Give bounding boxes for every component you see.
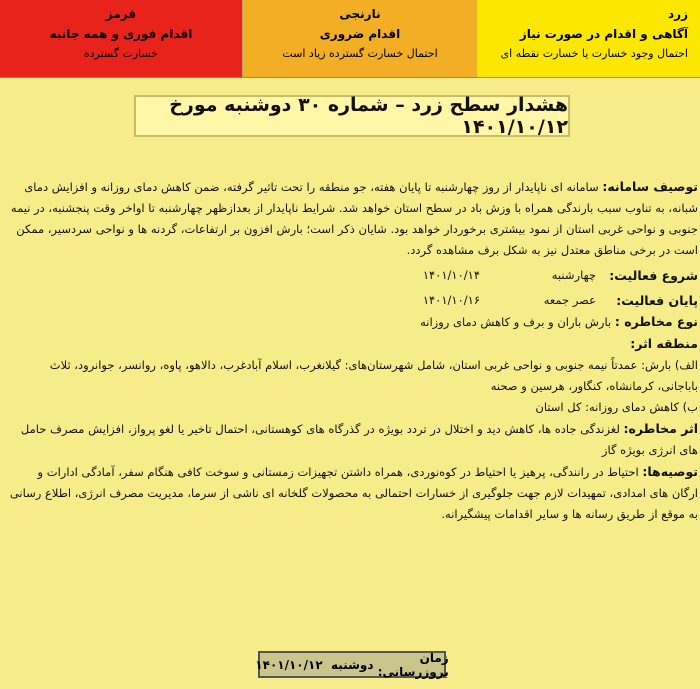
recommendations-paragraph: [8, 461, 698, 525]
end-label: پایان فعالیت:: [616, 293, 698, 308]
affected-area-b: ب) کاهش دمای روزانه: کل استان: [535, 400, 698, 414]
affected-area-label-row: [8, 333, 698, 355]
affected-area-label: منطقه اثر:: [630, 336, 698, 351]
level-yellow-name: زرد: [668, 7, 688, 21]
update-time-box: [255, 650, 449, 679]
recommendations-text: احتیاط در رانندگی، پرهیز یا احتیاط در کوه‌نوردی، همراه داشتن تجهیزات زمستانی و سوخت کافی هنگام سفر، آمادگی ادارات و ارگان های امدادی، تمهیدات لازم جهت جلوگیری از خسارات احتمالی به محصولات گلخانه ای ناشی از سرما، مدیریت مصرف انرژی، اطلاع رسانی به موقع از طریق رسانه ها و سایر اقدامات پیشگیرانه.: [9, 465, 698, 521]
level-red-action: اقدام فوری و همه جانبه: [49, 27, 193, 41]
level-red-name: قرمز: [105, 7, 137, 21]
end-row: [8, 290, 698, 311]
warning-body: [0, 176, 700, 525]
warning-title: هشدار سطح زرد – شماره ۳۰ دوشنبه مورخ ۱۴۰۱/۱۰/۱۲: [134, 95, 570, 137]
update-day: دوشنبه: [331, 657, 374, 672]
affected-area-a: الف) بارش: عمدتاً نیمه جنوبی و نواحی غربی استان، شامل شهرستان‌های: گیلانغرب، اسلام آبادغرب، دالاهو، پاوه، روانسر، جوانرود، ثلاث باباجانی، کرمانشاه، کنگاور، هرسین و صحنه: [49, 358, 698, 393]
level-yellow-action: آگاهی و اقدام در صورت نیاز: [519, 27, 688, 41]
end-date: ۱۴۰۱/۱۰/۱۶: [422, 293, 480, 307]
impact-text: لغزندگی جاده ها، کاهش دید و اختلال در تردد بویژه در گذرگاه های کوهستانی، احتمال تاخیر یا لغو پرواز، افزایش مصرف حامل های انرژی بویژه گاز: [20, 422, 698, 457]
impact-paragraph: [8, 418, 698, 461]
level-red-desc: خسارت گسترده: [83, 47, 159, 60]
hazard-type-text: بارش باران و برف و کاهش دمای روزانه: [420, 315, 612, 329]
start-row: [8, 265, 698, 286]
update-date: ۱۴۰۱/۱۰/۱۲: [255, 657, 323, 672]
impact-label: اثر مخاطره:: [623, 421, 698, 436]
update-label: زمان بروزرسانی:: [377, 650, 449, 679]
level-yellow-desc: احتمال وجود خسارت یا خسارت نقطه ای: [500, 47, 688, 60]
description-paragraph: [8, 176, 698, 261]
level-yellow: [477, 0, 700, 77]
level-orange-name: نارنجی: [339, 7, 381, 21]
start-label: شروع فعالیت:: [609, 268, 698, 283]
start-day: چهارشنبه: [551, 268, 596, 282]
level-red: [0, 0, 242, 77]
hazard-type-label: نوع مخاطره :: [614, 314, 698, 329]
end-day: عصر جمعه: [543, 293, 596, 307]
level-orange-desc: احتمال خسارت گسترده زیاد است: [282, 47, 438, 60]
level-orange: [242, 0, 477, 77]
start-date: ۱۴۰۱/۱۰/۱۴: [422, 268, 480, 282]
hazard-type-row: [8, 311, 698, 333]
warning-levels-legend: [0, 0, 700, 78]
recommendations-label: توصیه‌ها:: [642, 464, 698, 479]
level-orange-action: اقدام ضروری: [319, 27, 401, 41]
description-text: سامانه ای ناپایدار از روز چهارشنبه تا پایان هفته، جو منطقه را تحت تاثیر گرفته، ضمن کاهش دمای روزانه و افزایش دمای شبانه، به تناوب سبب بارندگی همراه با وزش باد در سطح استان خواهد شد. شرایط ناپایدار از بعدازظهر چهارشنبه تا اواخر وقت پنجشنبه، در نیمه جنوبی و نواحی غربی استان از نمود بیشتری برخوردار خواهد بود. شایان ذکر است؛ بارش افزون بر ارتفاعات، گردنه ها و نواحی سردسیر، ممکن است در برخی مناطق معتدل نیز به شکل برف مشاهده گردد.: [10, 180, 698, 257]
description-label: توصیف سامانه:: [602, 179, 698, 194]
